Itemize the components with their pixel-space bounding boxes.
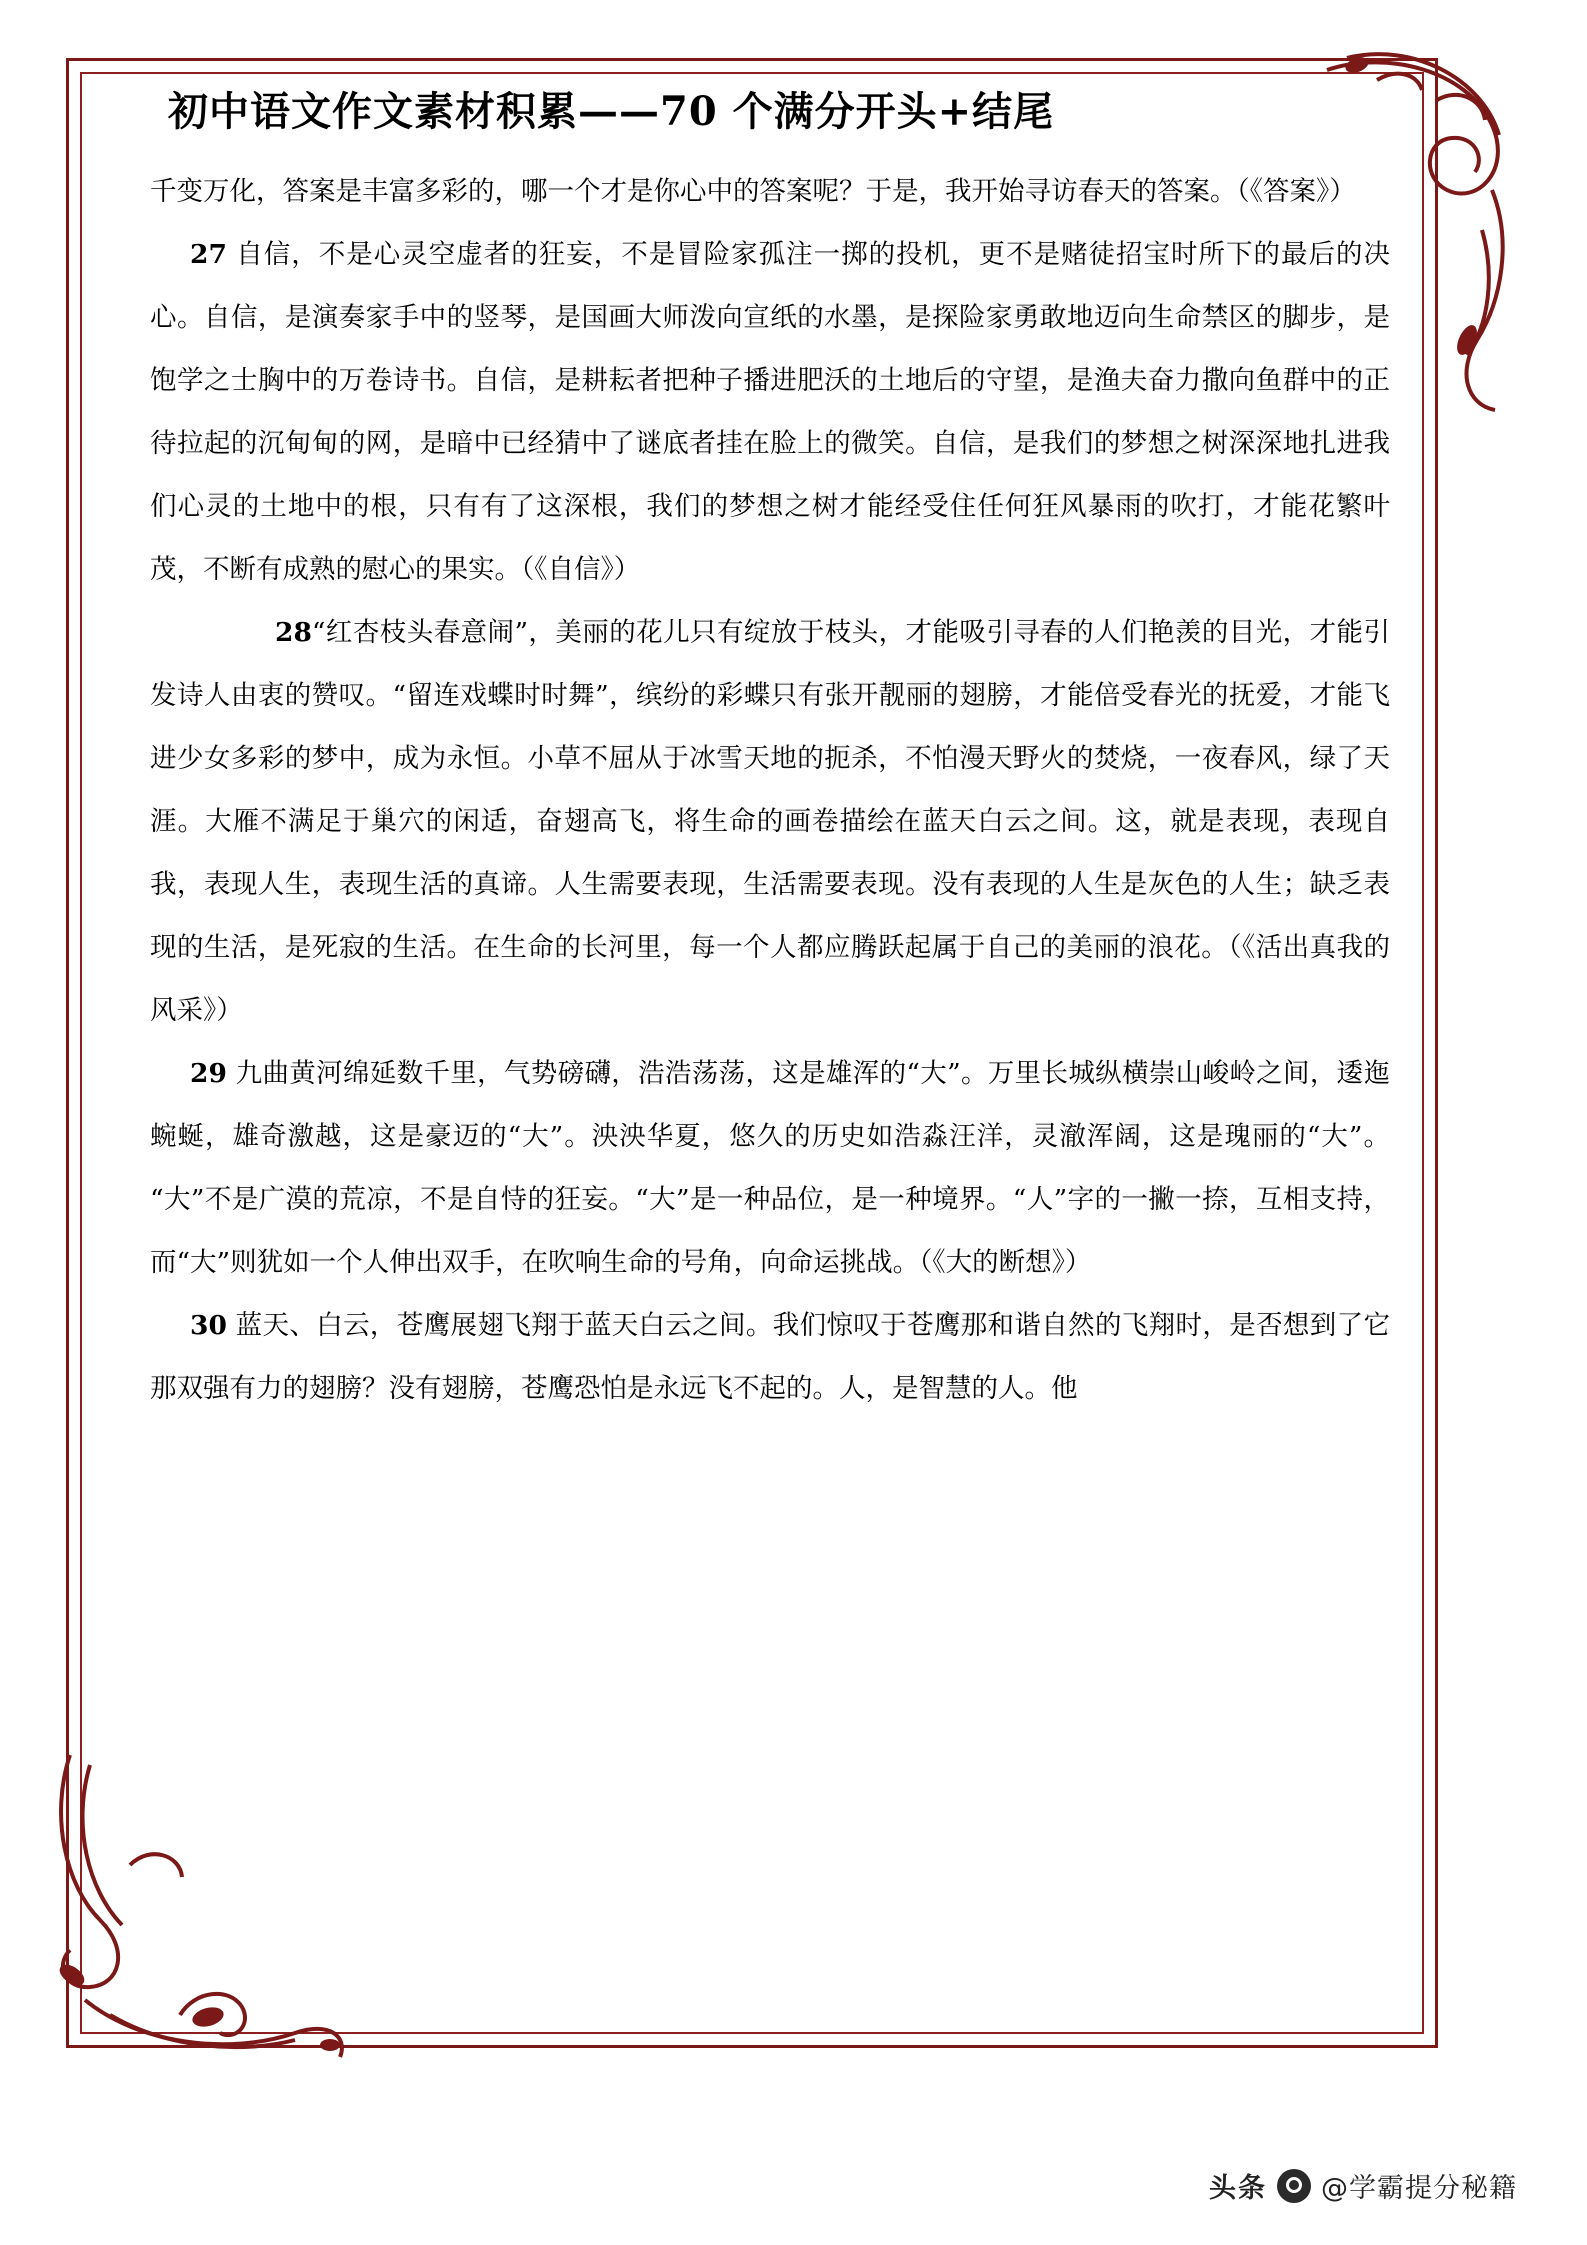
paragraph-number: 27 bbox=[190, 239, 227, 270]
footer-watermark bbox=[1209, 2166, 1517, 2205]
paragraph-28 bbox=[150, 601, 1390, 1042]
paragraph-answer-tail bbox=[150, 160, 1390, 223]
paragraph-text: 蓝天、白云，苍鹰展翅飞翔于蓝天白云之间。我们惊叹于苍鹰那和谐自然的飞翔时，是否想到了它那双强有力的翅膀？没有翅膀，苍鹰恐怕是永远飞不起的。人，是智慧的人。他 bbox=[150, 1310, 1390, 1404]
corner-flourish-bottom-left-icon bbox=[30, 1745, 360, 2075]
paragraph-number: 30 bbox=[190, 1310, 227, 1341]
paragraph-27 bbox=[150, 223, 1390, 601]
platform-name: 头条 bbox=[1209, 2173, 1267, 2204]
paragraph-text: 千变万化，答案是丰富多彩的，哪一个才是你心中的答案呢？于是，我开始寻访春天的答案。（《答案》） bbox=[150, 176, 1356, 207]
document-title-bar bbox=[168, 86, 1358, 142]
paragraph-number: 29 bbox=[190, 1058, 227, 1089]
paragraph-30 bbox=[150, 1294, 1390, 1420]
document-body bbox=[150, 160, 1390, 1420]
paragraph-text: 自信，不是心灵空虚者的狂妄，不是冒险家孤注一掷的投机，更不是赌徒招宝时所下的最后的决心。自信，是演奏家手中的竖琴，是国画大师泼向宣纸的水墨，是探险家勇敢地迈向生命禁区的脚步，是饱学之士胸中的万卷诗书。自信，是耕耘者把种子播进肥沃的土地后的守望，是渔夫奋力撒向鱼群中的正待拉起的沉甸甸的网，是暗中已经猜中了谜底者挂在脸上的微笑。自信，是我们的梦想之树深深地扎进我们心灵的土地中的根，只有有了这深根，我们的梦想之树才能经受住任何狂风暴雨的吹打，才能花繁叶茂，不断有成熟的慰心的果实。（《自信》） bbox=[150, 239, 1390, 585]
avatar bbox=[1277, 2169, 1311, 2203]
paragraph-number: 28 bbox=[275, 617, 312, 648]
paragraph-29 bbox=[150, 1042, 1390, 1294]
page-title: 初中语文作文素材积累——70 个满分开头+结尾 bbox=[168, 88, 1055, 135]
account-name: @学霸提分秘籍 bbox=[1321, 2173, 1517, 2204]
paragraph-text: 九曲黄河绵延数千里，气势磅礴，浩浩荡荡，这是雄浑的“大”。万里长城纵横崇山峻岭之间，逶迤蜿蜒，雄奇激越，这是豪迈的“大”。泱泱华夏，悠久的历史如浩淼汪洋，灵澈浑阔，这是瑰丽的“大”。“大”不是广漠的荒凉，不是自恃的狂妄。“大”是一种品位，是一种境界。“人”字的一撇一捺，互相支持，而“大”则犹如一个人伸出双手，在吹响生命的号角，向命运挑战。（《大的断想》） bbox=[150, 1058, 1390, 1278]
paragraph-text: “红杏枝头春意闹”，美丽的花儿只有绽放于枝头，才能吸引寻春的人们艳羡的目光，才能引发诗人由衷的赞叹。“留连戏蝶时时舞”，缤纷的彩蝶只有张开靓丽的翅膀，才能倍受春光的抚爱，才能飞进少女多彩的梦中，成为永恒。小草不屈从于冰雪天地的扼杀，不怕漫天野火的焚烧，一夜春风，绿了天涯。大雁不满足于巢穴的闲适，奋翅高飞，将生命的画卷描绘在蓝天白云之间。这，就是表现，表现自我，表现人生，表现生活的真谛。人生需要表现，生活需要表现。没有表现的人生是灰色的人生；缺乏表现的生活，是死寂的生活。在生命的长河里，每一个人都应腾跃起属于自己的美丽的浪花。（《活出真我的风采》） bbox=[150, 617, 1390, 1026]
